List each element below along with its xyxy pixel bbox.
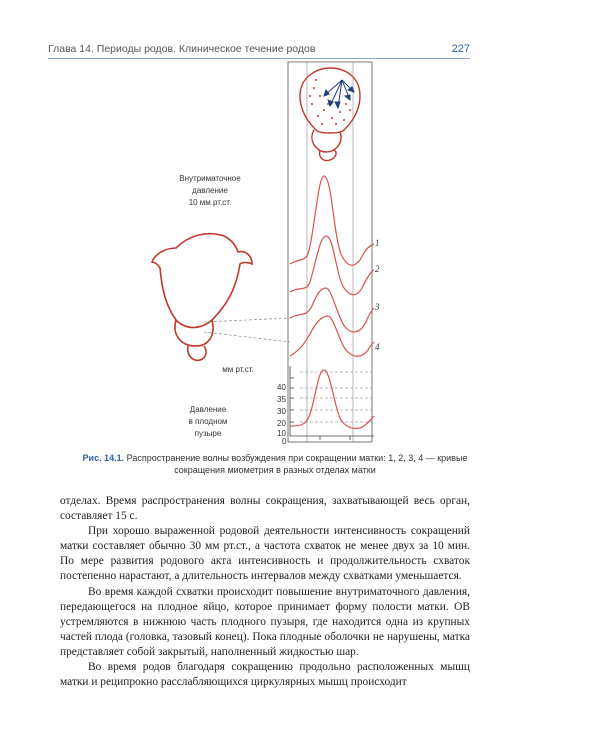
curve-label-2: 2 <box>375 264 380 274</box>
figure-caption <box>75 452 475 476</box>
curve-2 <box>290 236 374 295</box>
mm-hg-label: мм рт.ст. <box>222 365 254 374</box>
paragraph-3: Во время каждой схватки происходит повышение внутриматочного давления, передающегося на плодное яйцо, которое принимает форму полости матки. ОВ устремляются в нижнюю часть плодного пузыря, где находится одна из крупных частей плода (головка, тазовый конец). Пока плодные оболочки не нарушены, матка представляет собой закрытый, наполненный жидкостью шар. <box>60 585 470 658</box>
running-header-title: Глава 14. Периоды родов. Клиническое течение родов <box>48 43 316 55</box>
svg-text:в плодном: в плодном <box>188 417 228 426</box>
large-uterus-illustration <box>152 234 252 361</box>
paragraph-2: При хорошо выраженной родовой деятельности интенсивность сокращений матки составляет обычно 30 мм рт.ст., а частота схваток не менее двух за 10 мин. По мере развития родового акта интенсивность и продолжительность схваток постепенно нарастают, а длительность интервалов между схватками уменьшается. <box>60 525 470 583</box>
svg-text:пузыре: пузыре <box>194 429 222 438</box>
amniotic-pressure-label <box>189 405 228 438</box>
paragraph-4: Во время родов благодаря сокращению продольно расположенных мышц матки и реципрокно расслабляющихся циркулярных мышц происходит <box>60 661 470 689</box>
figure-frame <box>288 62 372 442</box>
svg-text:давление: давление <box>192 186 228 195</box>
curve-4 <box>290 316 374 356</box>
svg-text:Внутриматочное: Внутриматочное <box>179 174 241 183</box>
tick-0: 0 <box>282 437 287 446</box>
tick-30: 30 <box>277 407 286 416</box>
body-text <box>60 494 470 690</box>
svg-text:10 мм рт.ст.: 10 мм рт.ст. <box>188 198 232 207</box>
curve-1 <box>290 176 374 265</box>
small-uterus-illustration <box>300 68 360 161</box>
curve-label-1: 1 <box>375 238 380 248</box>
tick-40: 40 <box>277 383 286 392</box>
curve-label-4: 4 <box>375 342 380 352</box>
contraction-curves <box>290 176 374 429</box>
pressure-axis-ticks <box>277 383 287 446</box>
tick-20: 20 <box>277 419 286 428</box>
tick-35: 35 <box>277 395 286 404</box>
curve-label-3: 3 <box>375 302 380 312</box>
svg-text:Давление: Давление <box>189 405 227 414</box>
figure-caption-label: Рис. 14.1. <box>82 453 125 463</box>
curve-3 <box>290 288 374 332</box>
tick-10: 10 <box>277 429 286 438</box>
pressure-axis <box>290 366 374 440</box>
page-number: 227 <box>451 43 470 55</box>
intrauterine-pressure-label <box>179 174 241 207</box>
figure-caption-text: Распространение волны возбуждения при сокращении матки: 1, 2, 3, 4 — кривые сокращения миометрия в разных отделах матки <box>126 453 468 475</box>
amniotic-pressure-curve <box>290 370 374 429</box>
paragraph-1: отделах. Время распространения волны сокращения, захватывающей весь орган, составляет 15 с. <box>60 495 470 523</box>
